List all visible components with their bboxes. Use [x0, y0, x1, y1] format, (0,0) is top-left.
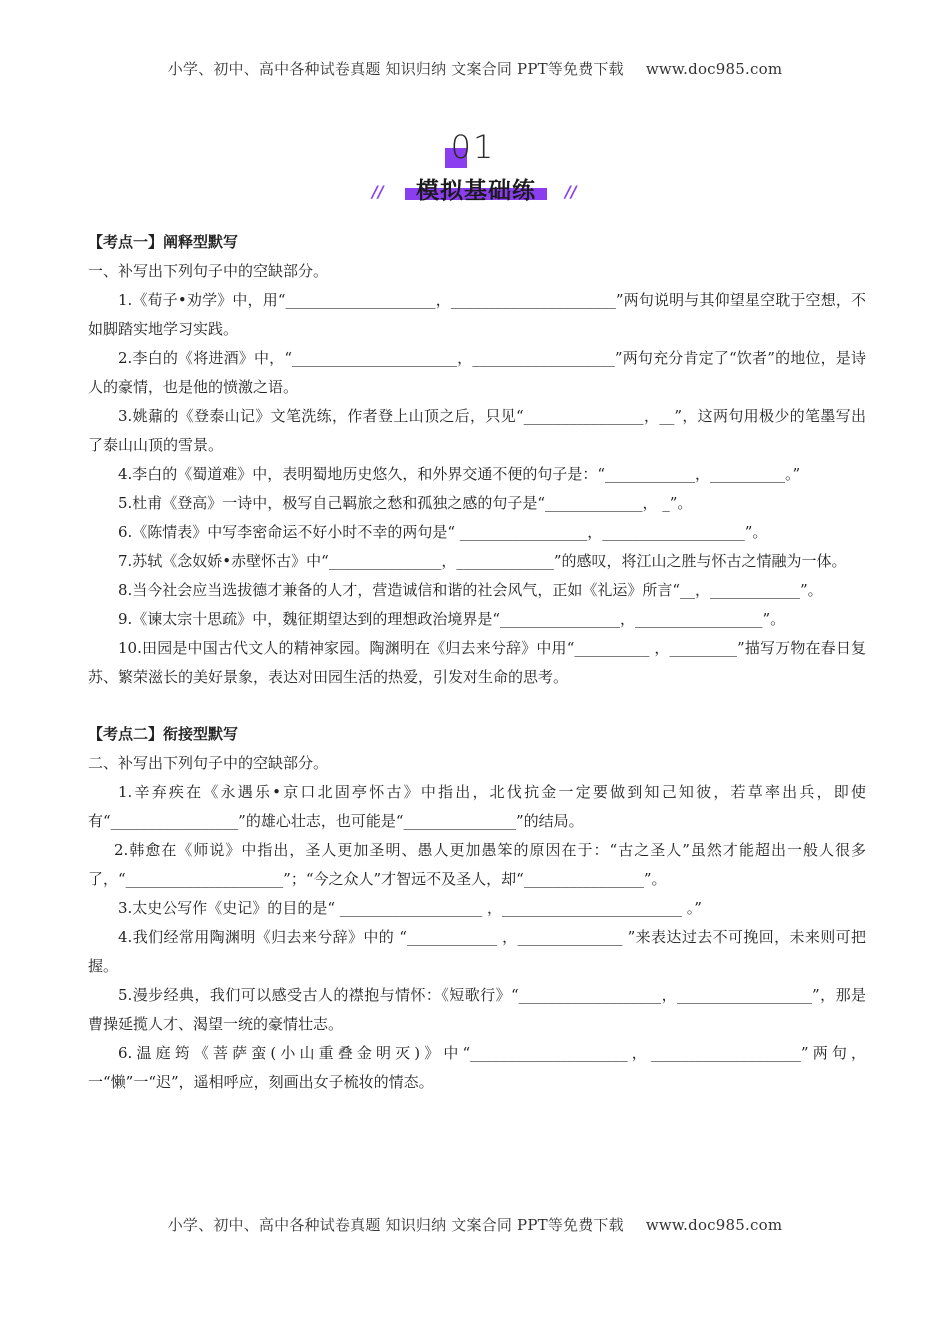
section-gap	[88, 692, 866, 720]
question-1-6: 6.《陈情表》中写李密命运不好小时不幸的两句是“ _________________，___________________”。	[118, 523, 768, 541]
question-1-4: 4.李白的《蜀道难》中，表明蜀地历史悠久，和外界交通不便的句子是：“____________，__________。”	[118, 465, 801, 483]
section1-heading: 【考点一】阐释型默写	[88, 233, 239, 251]
question-1-2: 2.李白的《将进酒》中，“______________________，___________________”两句充分肯定了“饮者”的地位，是诗人的豪情，也是他的愤激之语。	[88, 349, 866, 396]
right-slashes-decoration: //	[565, 182, 577, 201]
question-1-1: 1.《荀子•劝学》中，用“____________________，______________________”两句说明与其仰望星空耽于空想，不如脚踏实地学习实践。	[88, 291, 866, 338]
question-2-2: 2.韩愈在《师说》中指出，圣人更加圣明、愚人更加愚笨的原因在于：“古之圣人”虽然才能超出一般人很多了，“_____________________”；“今之众人”才智远不及圣人，却“________________”。	[88, 841, 866, 888]
question-1-10: 10.田园是中国古代文人的精神家园。陶渊明在《归去来兮辞》中用“__________ ，_________”描写万物在春日复苏、繁荣滋长的美好景象，表达对田园生活的热爱，引发对生命的思考。	[88, 639, 866, 686]
question-1-9: 9.《谏太宗十思疏》中，魏征期望达到的理想政治境界是“________________，_________________”。	[118, 610, 786, 628]
section2-heading: 【考点二】衔接型默写	[88, 725, 239, 743]
question-2-3: 3.太史公写作《史记》的目的是“ ___________________ ，________________________ 。”	[118, 899, 702, 917]
banner-text: 模拟基础练	[416, 178, 536, 204]
title-number: 01	[450, 128, 496, 166]
section1-intro: 一、补写出下列句子中的空缺部分。	[88, 262, 329, 280]
question-1-8: 8.当今社会应当选拔德才兼备的人才，营造诚信和谐的社会风气，正如《礼运》所言“__，____________”。	[118, 581, 823, 599]
question-1-3: 3.姚鼐的《登泰山记》文笔洗练，作者登上山顶之后，只见“________________，__”，这两句用极少的笔墨写出了泰山山顶的雪景。	[88, 407, 866, 454]
question-2-4: 4.我们经常用陶渊明《归去来兮辞》中的 “____________ ，______________ ”来表达过去不可挽回，未来则可把握。	[88, 928, 866, 975]
header-url[interactable]: www.doc985.com	[645, 60, 783, 78]
header-text: 小学、初中、高中各种试卷真题 知识归纳 文案合同 PPT等免费下载	[167, 60, 624, 78]
footer-url[interactable]: www.doc985.com	[645, 1216, 783, 1234]
question-2-5: 5.漫步经典，我们可以感受古人的襟抱与情怀：《短歌行》“___________________，__________________”，那是曹操延揽人才、渴望一统的豪情壮志。	[88, 986, 866, 1033]
question-1-5: 5.杜甫《登高》一诗中，极写自己羁旅之愁和孤独之感的句子是“_____________， _”。	[118, 494, 693, 512]
question-2-6: 6.温庭筠《菩萨蛮(小山重叠金明灭)》中“_____________________，____________________”两句，一“懒”一“迟”，遥相呼应，刻画出女子梳妆的情态。	[88, 1044, 866, 1091]
section2-intro: 二、补写出下列句子中的空缺部分。	[88, 754, 329, 772]
question-1-7: 7.苏轼《念奴娇•赤壁怀古》中“_______________，_____________”的感叹，将江山之胜与怀古之情融为一体。	[118, 552, 847, 570]
page-header	[0, 58, 950, 79]
page-footer	[0, 1214, 950, 1235]
main-content	[88, 228, 866, 1097]
question-2-1: 1.辛弃疾在《永遇乐•京口北固亭怀古》中指出，北伐抗金一定要做到知己知彼，若草率出兵，即使有“_________________”的雄心壮志，也可能是“_______________”的结局。	[88, 783, 866, 830]
section-title	[0, 128, 950, 208]
footer-text: 小学、初中、高中各种试卷真题 知识归纳 文案合同 PPT等免费下载	[167, 1216, 624, 1234]
left-slashes-decoration: //	[372, 182, 384, 201]
title-banner	[393, 178, 559, 204]
